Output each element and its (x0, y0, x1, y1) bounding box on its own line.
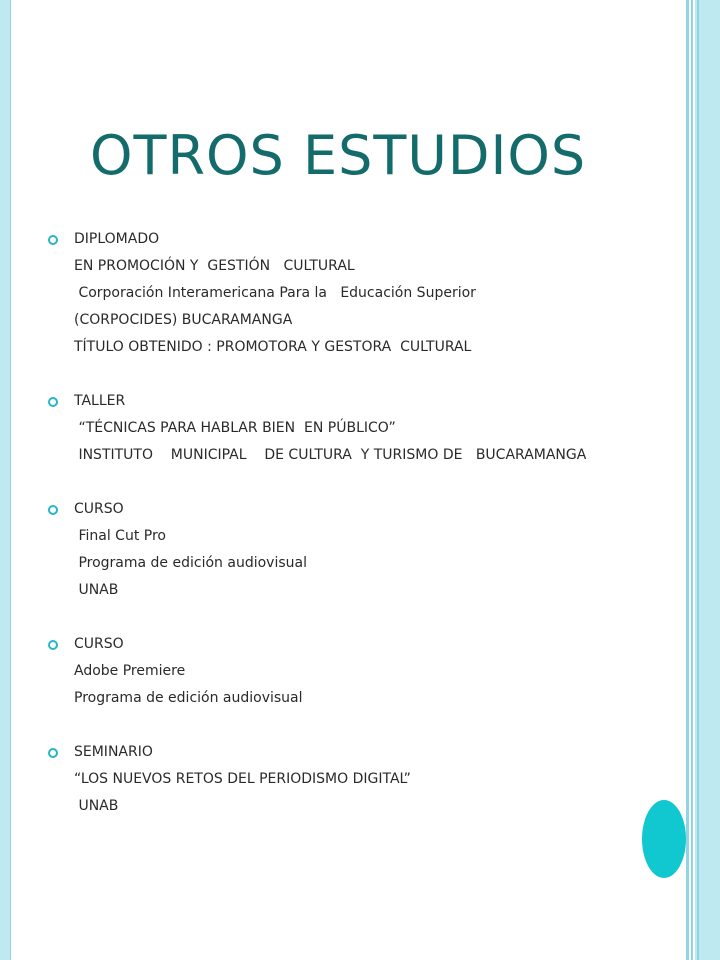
decorative-oval (642, 800, 686, 878)
item-line: Corporación Interamericana Para la Educación Superior (74, 285, 476, 301)
item-line: “LOS NUEVOS RETOS DEL PERIODISMO DIGITAL” (74, 771, 411, 787)
item-line: TALLER (74, 393, 126, 409)
item-line: TÍTULO OBTENIDO : PROMOTORA Y GESTORA CULTURAL (74, 339, 472, 355)
left-frame-border (0, 0, 10, 960)
item-line: “TÉCNICAS PARA HABLAR BIEN EN PÚBLICO” (74, 420, 396, 436)
study-item-curso-premiere (48, 631, 668, 712)
item-line: UNAB (74, 798, 119, 814)
item-line: DIPLOMADO (74, 231, 160, 247)
item-line: INSTITUTO MUNICIPAL DE CULTURA Y TURISMO DE BUCARAMANGA (74, 447, 587, 463)
bullet-icon (48, 748, 58, 758)
studies-list (48, 226, 668, 820)
item-line: UNAB (74, 582, 119, 598)
item-line: CURSO (74, 636, 124, 652)
bullet-icon (48, 505, 58, 515)
item-line: Programa de edición audiovisual (74, 690, 303, 706)
item-line: Final Cut Pro (74, 528, 166, 544)
bullet-icon (48, 235, 58, 245)
item-line: Programa de edición audiovisual (74, 555, 307, 571)
slide-title: OTROS ESTUDIOS (90, 124, 587, 187)
right-frame-border (686, 0, 720, 960)
item-line: Adobe Premiere (74, 663, 186, 679)
bullet-icon (48, 640, 58, 650)
bullet-icon (48, 397, 58, 407)
item-line: CURSO (74, 501, 124, 517)
item-line: (CORPOCIDES) BUCARAMANGA (74, 312, 293, 328)
item-line: SEMINARIO (74, 744, 153, 760)
study-item-seminario (48, 739, 668, 820)
study-item-curso-final-cut (48, 496, 668, 604)
study-item-taller (48, 388, 668, 469)
item-line: EN PROMOCIÓN Y GESTIÓN CULTURAL (74, 258, 355, 274)
study-item-diplomado (48, 226, 668, 361)
